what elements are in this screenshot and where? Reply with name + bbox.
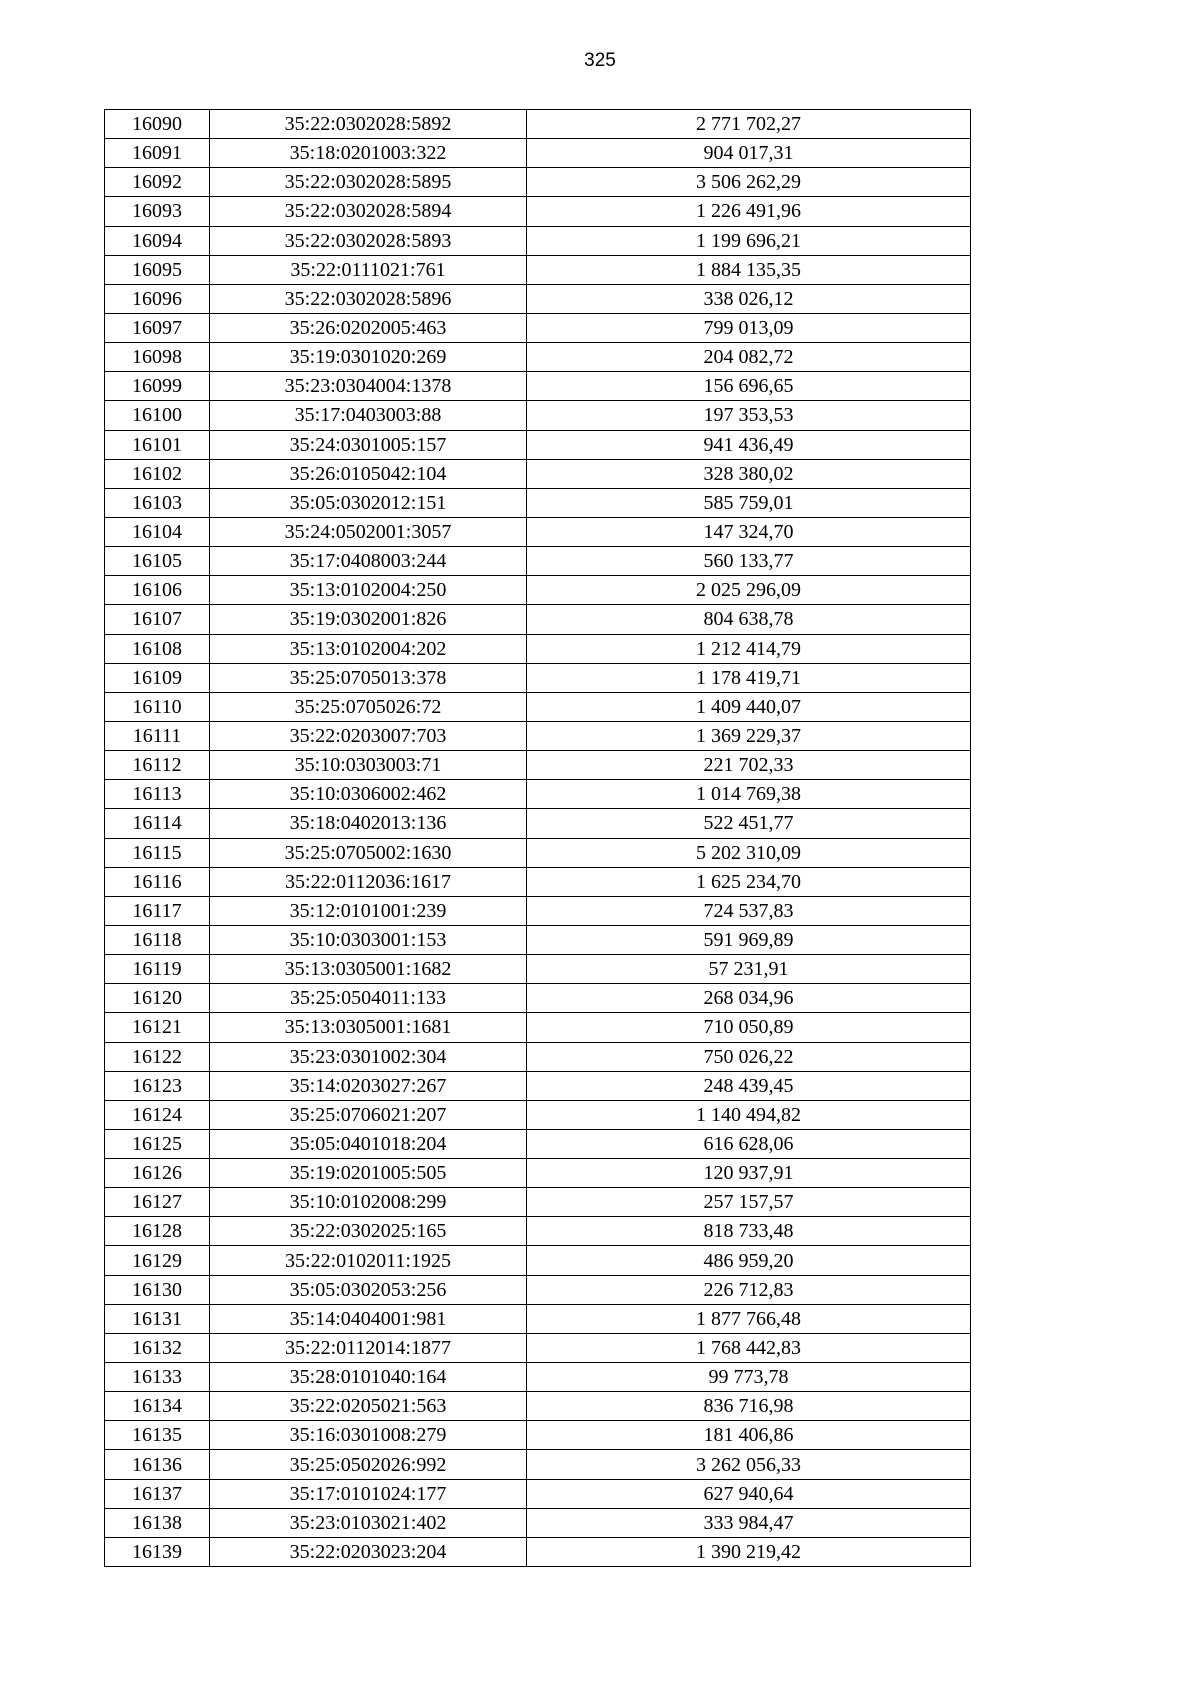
table-row [105,401,971,430]
value-cell: 1 625 234,70 [527,867,971,896]
value-cell: 338 026,12 [527,284,971,313]
value-cell: 1 409 440,07 [527,692,971,721]
cadastral-number-cell: 35:13:0305001:1682 [210,955,527,984]
cadastral-number-cell: 35:25:0502026:992 [210,1450,527,1479]
table-row [105,605,971,634]
table-row [105,1159,971,1188]
row-number-cell: 16095 [105,255,210,284]
row-number-cell: 16091 [105,139,210,168]
cadastral-number-cell: 35:18:0201003:322 [210,139,527,168]
value-cell: 204 082,72 [527,343,971,372]
table-row [105,255,971,284]
value-cell: 486 959,20 [527,1246,971,1275]
row-number-cell: 16110 [105,692,210,721]
row-number-cell: 16101 [105,430,210,459]
row-number-cell: 16133 [105,1363,210,1392]
row-number-cell: 16124 [105,1100,210,1129]
value-cell: 147 324,70 [527,517,971,546]
row-number-cell: 16113 [105,780,210,809]
value-cell: 1 369 229,37 [527,721,971,750]
value-cell: 836 716,98 [527,1392,971,1421]
cadastral-number-cell: 35:22:0203023:204 [210,1537,527,1566]
row-number-cell: 16136 [105,1450,210,1479]
cadastral-number-cell: 35:23:0103021:402 [210,1508,527,1537]
value-cell: 248 439,45 [527,1071,971,1100]
cadastral-number-cell: 35:25:0705013:378 [210,663,527,692]
cadastral-number-cell: 35:13:0102004:250 [210,576,527,605]
table-row [105,1450,971,1479]
value-cell: 181 406,86 [527,1421,971,1450]
value-cell: 904 017,31 [527,139,971,168]
row-number-cell: 16139 [105,1537,210,1566]
table-row [105,1217,971,1246]
table-row [105,925,971,954]
value-cell: 1 768 442,83 [527,1333,971,1362]
table-row [105,284,971,313]
cadastral-number-cell: 35:16:0301008:279 [210,1421,527,1450]
row-number-cell: 16127 [105,1188,210,1217]
value-cell: 2 771 702,27 [527,110,971,139]
value-cell: 1 390 219,42 [527,1537,971,1566]
value-cell: 1 877 766,48 [527,1304,971,1333]
row-number-cell: 16137 [105,1479,210,1508]
value-cell: 560 133,77 [527,547,971,576]
row-number-cell: 16116 [105,867,210,896]
table-row [105,1100,971,1129]
row-number-cell: 16090 [105,110,210,139]
cadastral-number-cell: 35:22:0203007:703 [210,721,527,750]
table-row [105,1188,971,1217]
value-cell: 120 937,91 [527,1159,971,1188]
value-cell: 724 537,83 [527,896,971,925]
cadastral-number-cell: 35:24:0502001:3057 [210,517,527,546]
value-cell: 941 436,49 [527,430,971,459]
cadastral-number-cell: 35:05:0302053:256 [210,1275,527,1304]
table-row [105,197,971,226]
cadastral-number-cell: 35:23:0304004:1378 [210,372,527,401]
row-number-cell: 16118 [105,925,210,954]
registry-table [104,109,971,1567]
cadastral-number-cell: 35:25:0705002:1630 [210,838,527,867]
cadastral-number-cell: 35:22:0302028:5892 [210,110,527,139]
row-number-cell: 16112 [105,751,210,780]
row-number-cell: 16135 [105,1421,210,1450]
table-row [105,780,971,809]
value-cell: 197 353,53 [527,401,971,430]
value-cell: 1 140 494,82 [527,1100,971,1129]
cadastral-number-cell: 35:14:0404001:981 [210,1304,527,1333]
row-number-cell: 16115 [105,838,210,867]
page-number: 325 [584,50,616,71]
row-number-cell: 16098 [105,343,210,372]
row-number-cell: 16094 [105,226,210,255]
value-cell: 57 231,91 [527,955,971,984]
value-cell: 5 202 310,09 [527,838,971,867]
cadastral-number-cell: 35:18:0402013:136 [210,809,527,838]
row-number-cell: 16132 [105,1333,210,1362]
row-number-cell: 16129 [105,1246,210,1275]
table-row [105,1275,971,1304]
cadastral-number-cell: 35:26:0105042:104 [210,459,527,488]
value-cell: 1 199 696,21 [527,226,971,255]
cadastral-number-cell: 35:10:0303003:71 [210,751,527,780]
row-number-cell: 16107 [105,605,210,634]
value-cell: 99 773,78 [527,1363,971,1392]
table-row [105,1421,971,1450]
row-number-cell: 16108 [105,634,210,663]
value-cell: 804 638,78 [527,605,971,634]
cadastral-number-cell: 35:22:0111021:761 [210,255,527,284]
cadastral-number-cell: 35:13:0305001:1681 [210,1013,527,1042]
cadastral-number-cell: 35:25:0706021:207 [210,1100,527,1129]
row-number-cell: 16121 [105,1013,210,1042]
value-cell: 333 984,47 [527,1508,971,1537]
value-cell: 818 733,48 [527,1217,971,1246]
cadastral-number-cell: 35:23:0301002:304 [210,1042,527,1071]
table-row [105,372,971,401]
table-row [105,1508,971,1537]
value-cell: 268 034,96 [527,984,971,1013]
cadastral-number-cell: 35:17:0408003:244 [210,547,527,576]
cadastral-number-cell: 35:22:0302028:5893 [210,226,527,255]
row-number-cell: 16111 [105,721,210,750]
registry-table-body [105,110,971,1567]
row-number-cell: 16122 [105,1042,210,1071]
row-number-cell: 16105 [105,547,210,576]
table-row [105,430,971,459]
cadastral-number-cell: 35:05:0302012:151 [210,488,527,517]
value-cell: 156 696,65 [527,372,971,401]
value-cell: 3 506 262,29 [527,168,971,197]
row-number-cell: 16119 [105,955,210,984]
value-cell: 328 380,02 [527,459,971,488]
cadastral-number-cell: 35:22:0302025:165 [210,1217,527,1246]
table-row [105,1537,971,1566]
table-row [105,1129,971,1158]
table-row [105,896,971,925]
row-number-cell: 16092 [105,168,210,197]
cadastral-number-cell: 35:19:0301020:269 [210,343,527,372]
cadastral-number-cell: 35:26:0202005:463 [210,313,527,342]
row-number-cell: 16106 [105,576,210,605]
cadastral-number-cell: 35:10:0102008:299 [210,1188,527,1217]
value-cell: 585 759,01 [527,488,971,517]
table-row [105,226,971,255]
table-row [105,867,971,896]
cadastral-number-cell: 35:17:0403003:88 [210,401,527,430]
table-row [105,1304,971,1333]
value-cell: 522 451,77 [527,809,971,838]
table-row [105,313,971,342]
table-row [105,984,971,1013]
row-number-cell: 16099 [105,372,210,401]
value-cell: 1 226 491,96 [527,197,971,226]
table-row [105,721,971,750]
table-row [105,663,971,692]
row-number-cell: 16103 [105,488,210,517]
row-number-cell: 16097 [105,313,210,342]
value-cell: 1 884 135,35 [527,255,971,284]
row-number-cell: 16100 [105,401,210,430]
value-cell: 221 702,33 [527,751,971,780]
cadastral-number-cell: 35:10:0303001:153 [210,925,527,954]
cadastral-number-cell: 35:14:0203027:267 [210,1071,527,1100]
cadastral-number-cell: 35:19:0302001:826 [210,605,527,634]
value-cell: 226 712,83 [527,1275,971,1304]
cadastral-number-cell: 35:25:0705026:72 [210,692,527,721]
row-number-cell: 16102 [105,459,210,488]
cadastral-number-cell: 35:22:0112014:1877 [210,1333,527,1362]
table-row [105,488,971,517]
table-row [105,751,971,780]
table-row [105,343,971,372]
table-row [105,1013,971,1042]
cadastral-number-cell: 35:12:0101001:239 [210,896,527,925]
value-cell: 750 026,22 [527,1042,971,1071]
value-cell: 3 262 056,33 [527,1450,971,1479]
table-row [105,110,971,139]
cadastral-number-cell: 35:28:0101040:164 [210,1363,527,1392]
cadastral-number-cell: 35:10:0306002:462 [210,780,527,809]
row-number-cell: 16134 [105,1392,210,1421]
cadastral-number-cell: 35:22:0112036:1617 [210,867,527,896]
table-row [105,1071,971,1100]
row-number-cell: 16128 [105,1217,210,1246]
row-number-cell: 16109 [105,663,210,692]
value-cell: 627 940,64 [527,1479,971,1508]
row-number-cell: 16123 [105,1071,210,1100]
value-cell: 710 050,89 [527,1013,971,1042]
cadastral-number-cell: 35:22:0302028:5894 [210,197,527,226]
table-row [105,838,971,867]
row-number-cell: 16104 [105,517,210,546]
cadastral-number-cell: 35:19:0201005:505 [210,1159,527,1188]
value-cell: 1 212 414,79 [527,634,971,663]
cadastral-number-cell: 35:22:0302028:5895 [210,168,527,197]
cadastral-number-cell: 35:17:0101024:177 [210,1479,527,1508]
cadastral-number-cell: 35:22:0102011:1925 [210,1246,527,1275]
cadastral-number-cell: 35:22:0302028:5896 [210,284,527,313]
table-row [105,576,971,605]
value-cell: 616 628,06 [527,1129,971,1158]
row-number-cell: 16096 [105,284,210,313]
value-cell: 591 969,89 [527,925,971,954]
row-number-cell: 16131 [105,1304,210,1333]
cadastral-number-cell: 35:22:0205021:563 [210,1392,527,1421]
value-cell: 799 013,09 [527,313,971,342]
table-row [105,547,971,576]
cadastral-number-cell: 35:05:0401018:204 [210,1129,527,1158]
table-row [105,1363,971,1392]
cadastral-number-cell: 35:24:0301005:157 [210,430,527,459]
row-number-cell: 16125 [105,1129,210,1158]
table-row [105,692,971,721]
cadastral-number-cell: 35:13:0102004:202 [210,634,527,663]
row-number-cell: 16130 [105,1275,210,1304]
row-number-cell: 16114 [105,809,210,838]
table-row [105,1392,971,1421]
table-row [105,1333,971,1362]
value-cell: 1 014 769,38 [527,780,971,809]
table-row [105,1246,971,1275]
row-number-cell: 16138 [105,1508,210,1537]
table-row [105,1479,971,1508]
row-number-cell: 16120 [105,984,210,1013]
table-row [105,459,971,488]
value-cell: 2 025 296,09 [527,576,971,605]
row-number-cell: 16093 [105,197,210,226]
table-row [105,168,971,197]
table-row [105,517,971,546]
row-number-cell: 16117 [105,896,210,925]
table-row [105,955,971,984]
row-number-cell: 16126 [105,1159,210,1188]
value-cell: 257 157,57 [527,1188,971,1217]
table-row [105,139,971,168]
table-row [105,1042,971,1071]
table-row [105,809,971,838]
value-cell: 1 178 419,71 [527,663,971,692]
table-row [105,634,971,663]
cadastral-number-cell: 35:25:0504011:133 [210,984,527,1013]
